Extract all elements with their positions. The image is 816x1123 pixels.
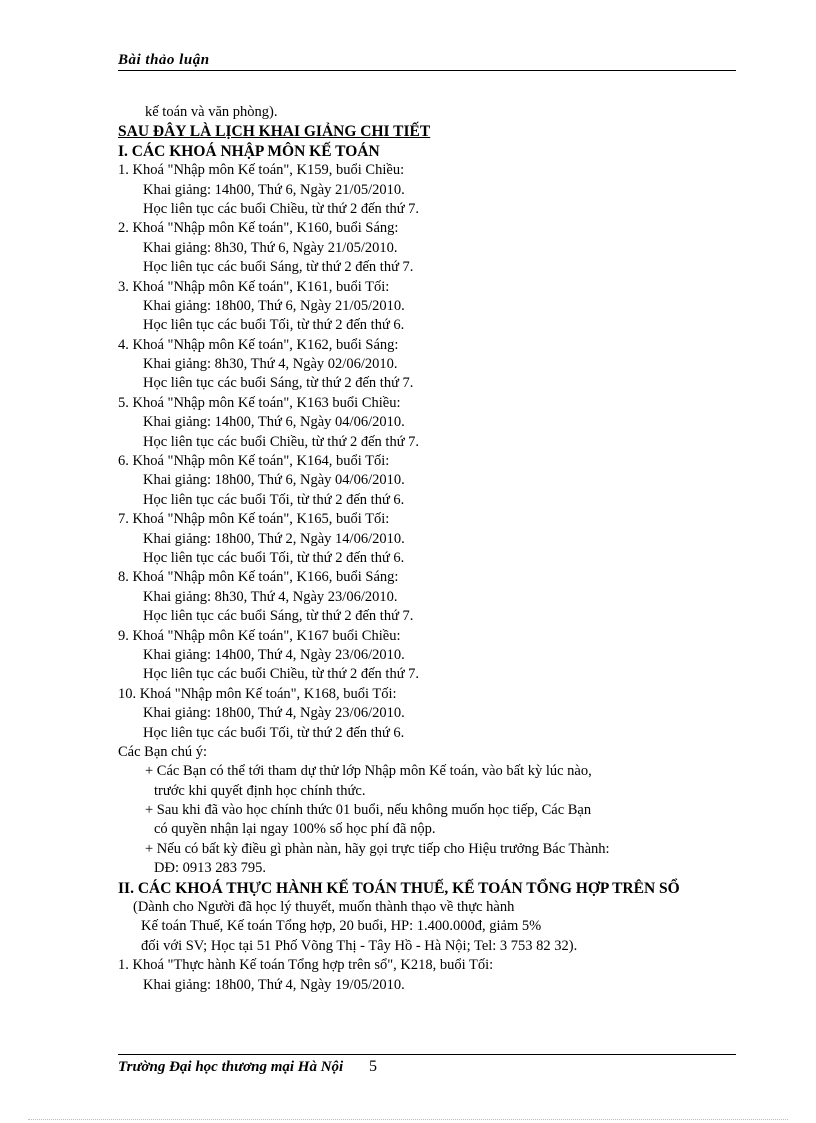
page-footer — [118, 1058, 377, 1076]
course-start: Khai giảng: 18h00, Thứ 6, Ngày 04/06/2010. — [143, 472, 405, 489]
course-title: 4. Khoá "Nhập môn Kế toán", K162, buổi Sáng: — [118, 336, 399, 353]
course-title: 7. Khoá "Nhập môn Kế toán", K165, buổi Tối: — [118, 511, 390, 528]
course-start: Khai giảng: 8h30, Thứ 4, Ngày 23/06/2010. — [143, 588, 398, 605]
note-item: + Các Bạn có thể tới tham dự thử lớp Nhập môn Kế toán, vào bất kỳ lúc nào, — [145, 763, 592, 780]
course-title: 9. Khoá "Nhập môn Kế toán", K167 buổi Chiều: — [118, 627, 401, 644]
course-schedule: Học liên tục các buổi Chiều, từ thứ 2 đến thứ 7. — [143, 200, 420, 217]
course-start: Khai giảng: 14h00, Thứ 6, Ngày 21/05/2010. — [143, 181, 405, 198]
section-description: Kế toán Thuế, Kế toán Tổng hợp, 20 buổi, HP: 1.400.000đ, giảm 5% — [141, 918, 542, 935]
header-title: Bài thảo luận — [118, 52, 210, 68]
course-schedule: Học liên tục các buổi Sáng, từ thứ 2 đến thứ 7. — [143, 608, 414, 625]
course-title: 6. Khoá "Nhập môn Kế toán", K164, buổi Tối: — [118, 453, 390, 470]
course-start: Khai giảng: 18h00, Thứ 6, Ngày 21/05/2010. — [143, 297, 405, 314]
course-start: Khai giảng: 14h00, Thứ 4, Ngày 23/06/2010. — [143, 646, 405, 663]
course-start: Khai giảng: 14h00, Thứ 6, Ngày 04/06/2010. — [143, 414, 405, 431]
note-continuation: có quyền nhận lại ngay 100% số học phí đã nộp. — [154, 821, 436, 838]
course-title: 10. Khoá "Nhập môn Kế toán", K168, buổi Tối: — [118, 685, 397, 702]
course-title: 3. Khoá "Nhập môn Kế toán", K161, buổi Tối: — [118, 278, 390, 295]
course-schedule: Học liên tục các buổi Tối, từ thứ 2 đến thứ 6. — [143, 491, 405, 508]
course-start: Khai giảng: 18h00, Thứ 4, Ngày 23/06/2010. — [143, 705, 405, 722]
course-start: Khai giảng: 18h00, Thứ 2, Ngày 14/06/2010. — [143, 530, 405, 547]
note-continuation: DĐ: 0913 283 795. — [154, 860, 266, 877]
schedule-heading: SAU ĐÂY LÀ LỊCH KHAI GIẢNG CHI TIẾT — [118, 123, 431, 141]
section-heading-2: II. CÁC KHOÁ THỰC HÀNH KẾ TOÁN THUẾ, KẾ TOÁN TỔNG HỢP TRÊN SỔ — [118, 879, 680, 897]
course-schedule: Học liên tục các buổi Tối, từ thứ 2 đến thứ 6. — [143, 549, 405, 566]
course-schedule: Học liên tục các buổi Chiều, từ thứ 2 đến thứ 7. — [143, 433, 420, 450]
document-body — [118, 103, 738, 995]
note-item: + Sau khi đã vào học chính thức 01 buổi, nếu không muốn học tiếp, Các Bạn — [145, 802, 592, 819]
section-heading-1: I. CÁC KHOÁ NHẬP MÔN KẾ TOÁN — [118, 142, 380, 160]
course-schedule: Học liên tục các buổi Tối, từ thứ 2 đến thứ 6. — [143, 724, 405, 741]
footer-text: Trường Đại học thương mại Hà Nội — [118, 1059, 344, 1075]
footer-divider — [118, 1054, 736, 1055]
course-title: 2. Khoá "Nhập môn Kế toán", K160, buổi Sáng: — [118, 220, 399, 237]
section-description: (Dành cho Người đã học lý thuyết, muốn thành thạo về thực hành — [133, 899, 515, 916]
course-schedule: Học liên tục các buổi Sáng, từ thứ 2 đến thứ 7. — [143, 375, 414, 392]
note-item: + Nếu có bất kỳ điều gì phàn nàn, hãy gọi trực tiếp cho Hiệu trưởng Bác Thành: — [145, 840, 610, 857]
course-start: Khai giảng: 8h30, Thứ 4, Ngày 02/06/2010. — [143, 356, 398, 373]
course-schedule: Học liên tục các buổi Sáng, từ thứ 2 đến thứ 7. — [143, 259, 414, 276]
page-number: 5 — [368, 1058, 377, 1075]
note-continuation: trước khi quyết định học chính thức. — [154, 782, 366, 799]
page-header — [118, 52, 736, 71]
course-title: 8. Khoá "Nhập môn Kế toán", K166, buổi Sáng: — [118, 569, 399, 586]
course-start: Khai giảng: 18h00, Thứ 4, Ngày 19/05/2010. — [143, 976, 405, 993]
course-start: Khai giảng: 8h30, Thứ 6, Ngày 21/05/2010. — [143, 239, 398, 256]
section-description: đối với SV; Học tại 51 Phố Võng Thị - Tây Hồ - Hà Nội; Tel: 3 753 82 32). — [141, 937, 578, 954]
course-title: 1. Khoá "Thực hành Kế toán Tổng hợp trên sổ", K218, buổi Tối: — [118, 957, 494, 974]
text-line: kế toán và văn phòng). — [145, 104, 278, 120]
course-schedule: Học liên tục các buổi Chiều, từ thứ 2 đến thứ 7. — [143, 666, 420, 683]
notes-heading: Các Bạn chú ý: — [118, 743, 207, 760]
course-schedule: Học liên tục các buổi Tối, từ thứ 2 đến thứ 6. — [143, 317, 405, 334]
course-title: 1. Khoá "Nhập môn Kế toán", K159, buổi Chiều: — [118, 162, 405, 179]
page-edge-divider — [28, 1119, 788, 1120]
course-title: 5. Khoá "Nhập môn Kế toán", K163 buổi Chiều: — [118, 394, 401, 411]
